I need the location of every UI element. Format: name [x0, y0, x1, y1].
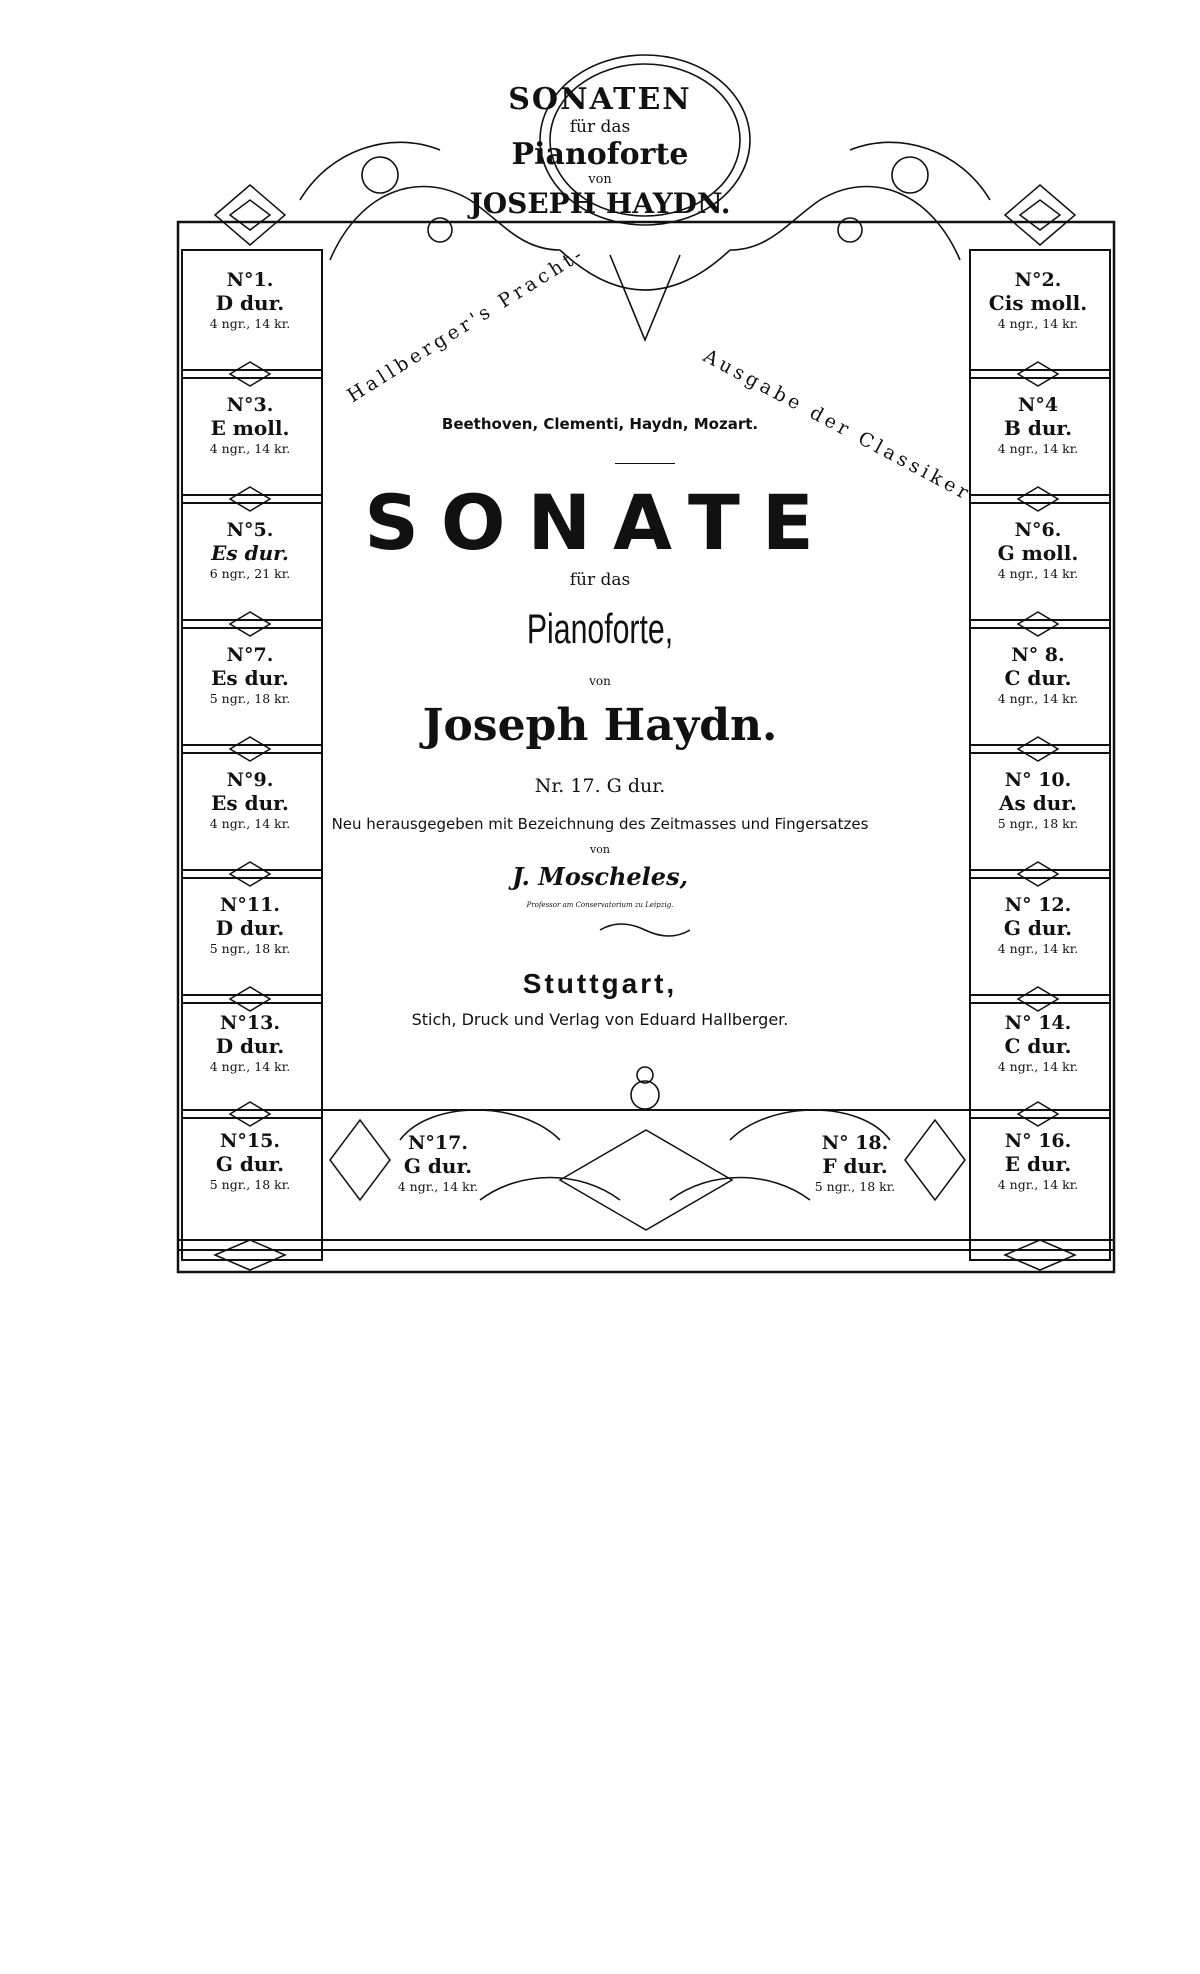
sonata-price: 4 ngr., 14 kr. [997, 565, 1079, 581]
sonata-key: G dur. [215, 1151, 285, 1176]
sonata-price: 6 ngr., 21 kr. [209, 565, 291, 581]
sonata-key: D dur. [215, 1033, 285, 1058]
sonata-number-label: N°17. [408, 1132, 468, 1154]
sonata-key: C dur. [1004, 665, 1072, 690]
sonata-price: 4 ngr., 14 kr. [997, 690, 1079, 706]
main-title: SONATE [364, 478, 836, 567]
sonata-box-5 [190, 512, 310, 607]
sonata-box-13 [190, 1005, 310, 1100]
editor-role: Professor am Conservatorium zu Leipzig. [526, 901, 674, 909]
sonata-box-14 [978, 1005, 1098, 1100]
sonata-key: D dur. [215, 915, 285, 940]
sonata-price: 5 ngr., 18 kr. [997, 815, 1079, 831]
sonata-number-label: N°2. [1014, 269, 1062, 291]
sonata-key: Es dur. [211, 540, 289, 565]
sonata-price: 4 ngr., 14 kr. [997, 1058, 1079, 1074]
sonata-number-label: N°13. [220, 1012, 280, 1034]
sonata-box-12 [978, 887, 1098, 982]
sonata-key: G dur. [1003, 915, 1073, 940]
composer-name: Joseph Haydn. [422, 700, 778, 751]
sonata-key: As dur. [999, 790, 1077, 815]
banner-von: von [588, 172, 612, 187]
banner-composer: JOSEPH HAYDN. [469, 187, 731, 220]
sonata-price: 4 ngr., 14 kr. [209, 315, 291, 331]
sonata-number-label: N°3. [226, 394, 274, 416]
composers-list: Beethoven, Clementi, Haydn, Mozart. [441, 415, 759, 433]
sonata-box-18 [795, 1125, 915, 1220]
sonata-number-label: N° 12. [1004, 894, 1072, 916]
von-line: von [589, 674, 611, 688]
sonata-number-label: N°6. [1014, 519, 1062, 541]
sonata-key: C dur. [1004, 1033, 1072, 1058]
banner-title: SONATEN [508, 82, 692, 117]
sonata-number-label: N°7. [226, 644, 274, 666]
sonata-number-label: N° 8. [1011, 644, 1065, 666]
sonata-box-10 [978, 762, 1098, 857]
sonata-number-label: N°15. [220, 1130, 280, 1152]
sonata-price: 4 ngr., 14 kr. [997, 315, 1079, 331]
sonata-key: F dur. [822, 1153, 888, 1178]
sonata-box-7 [190, 637, 310, 732]
sonata-key: Cis moll. [988, 290, 1088, 315]
sonata-number: Nr. 17. G dur. [534, 775, 666, 797]
divider-line [615, 463, 675, 464]
sonata-box-17 [378, 1125, 498, 1220]
instrument: Pianoforte, [526, 605, 674, 652]
sonata-price: 4 ngr., 14 kr. [997, 940, 1079, 956]
sonata-box-4 [978, 387, 1098, 482]
subtitle: Neu herausgegeben mit Bezeichnung des Zeitmasses und Fingersatzes [331, 815, 869, 833]
sonata-price: 4 ngr., 14 kr. [997, 1176, 1079, 1192]
sonata-key: B dur. [1003, 415, 1073, 440]
sonata-box-8 [978, 637, 1098, 732]
sonata-key: Es dur. [211, 665, 289, 690]
header-banner [0, 82, 1200, 220]
publisher: Stich, Druck und Verlag von Eduard Hallberger. [411, 1010, 789, 1029]
sonata-box-15 [190, 1123, 310, 1218]
sonata-price: 4 ngr., 14 kr. [209, 815, 291, 831]
city: Stuttgart, [522, 968, 678, 999]
fur-das: für das [569, 570, 631, 590]
sonata-number-label: N°5. [226, 519, 274, 541]
sonata-number-label: N° 16. [1004, 1130, 1072, 1152]
sonata-number-label: N° 10. [1004, 769, 1072, 791]
sonata-number-label: N° 14. [1004, 1012, 1072, 1034]
sonata-key: Es dur. [211, 790, 289, 815]
sonata-box-2 [978, 262, 1098, 357]
sonata-price: 4 ngr., 14 kr. [397, 1178, 479, 1194]
editor-name: J. Moscheles, [512, 862, 688, 891]
sonata-price: 4 ngr., 14 kr. [209, 440, 291, 456]
sonata-key: G moll. [997, 540, 1079, 565]
banner-pianoforte: Pianoforte [511, 137, 689, 172]
edition-arc-left: Hallberger's Pracht- [343, 241, 590, 407]
sonata-key: E dur. [1004, 1151, 1072, 1176]
sonata-box-9 [190, 762, 310, 857]
sonata-price: 5 ngr., 18 kr. [814, 1178, 896, 1194]
sonata-box-16 [978, 1123, 1098, 1218]
edition-arc-right: Ausgabe der Classiker [699, 345, 976, 506]
sonata-number-label: N°1. [226, 269, 274, 291]
sonata-key: G dur. [403, 1153, 473, 1178]
sonata-number-label: N°9. [226, 769, 274, 791]
sonata-box-1 [190, 262, 310, 357]
sonata-price: 5 ngr., 18 kr. [209, 690, 291, 706]
sonata-box-6 [978, 512, 1098, 607]
sonata-key: E moll. [210, 415, 290, 440]
sonata-number-label: N°4 [1017, 394, 1059, 416]
sonata-number-label: N° 18. [821, 1132, 889, 1154]
banner-fur-das: für das [569, 117, 631, 137]
sonata-box-3 [190, 387, 310, 482]
sonata-number-label: N°11. [220, 894, 280, 916]
sonata-key: D dur. [215, 290, 285, 315]
sonata-price: 5 ngr., 18 kr. [209, 1176, 291, 1192]
von-line-2: von [590, 843, 610, 856]
sonata-box-11 [190, 887, 310, 982]
sonata-price: 5 ngr., 18 kr. [209, 940, 291, 956]
sonata-price: 4 ngr., 14 kr. [209, 1058, 291, 1074]
sonata-price: 4 ngr., 14 kr. [997, 440, 1079, 456]
